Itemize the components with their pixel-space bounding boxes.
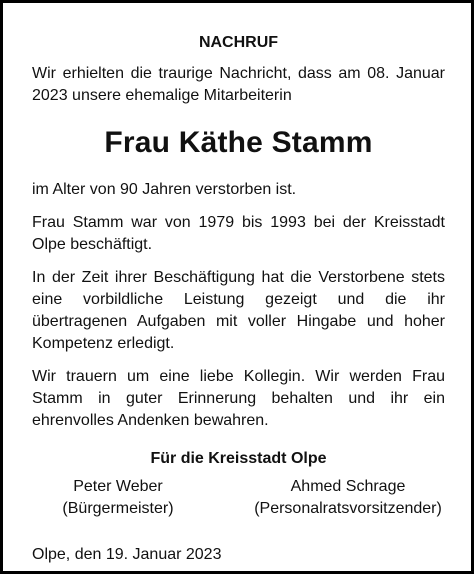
signer-name: Ahmed Schrage bbox=[290, 478, 406, 495]
signoff-title: Für die Kreisstadt Olpe bbox=[150, 450, 327, 467]
paragraph-mourning: Wir trauern um eine liebe Kollegin. Wir werden Frau Stamm in guter Erinnerung behalten und ihr ein ehrenvolles Andenken bewahren. bbox=[32, 368, 445, 429]
signer-staff-council bbox=[243, 476, 453, 520]
signer-name: Peter Weber bbox=[73, 478, 163, 495]
signer-role: (Personalratsvorsitzender) bbox=[254, 500, 442, 517]
place-and-date: Olpe, den 19. Januar 2023 bbox=[32, 546, 222, 563]
signers bbox=[32, 476, 445, 520]
deceased-name: Frau Käthe Stamm bbox=[104, 126, 373, 159]
paragraph-employment: Frau Stamm war von 1979 bis 1993 bei der Kreisstadt Olpe beschäftigt. bbox=[32, 214, 445, 253]
paragraph-age: im Alter von 90 Jahren verstorben ist. bbox=[32, 181, 297, 198]
notice-heading: NACHRUF bbox=[198, 34, 279, 51]
signer-role: (Bürgermeister) bbox=[62, 500, 174, 517]
paragraph-achievements: In der Zeit ihrer Beschäftigung hat die Verstorbene stets eine vorbildliche Leistung gezeigt und die ihr übertragenen Aufgaben mit voller Hingabe und hoher Kompetenz erledigt. bbox=[32, 269, 445, 352]
signer-mayor bbox=[28, 476, 208, 520]
intro-text: Wir erhielten die traurige Nachricht, dass am 08. Januar 2023 unsere ehemalige Mitarbeiterin bbox=[32, 65, 445, 104]
